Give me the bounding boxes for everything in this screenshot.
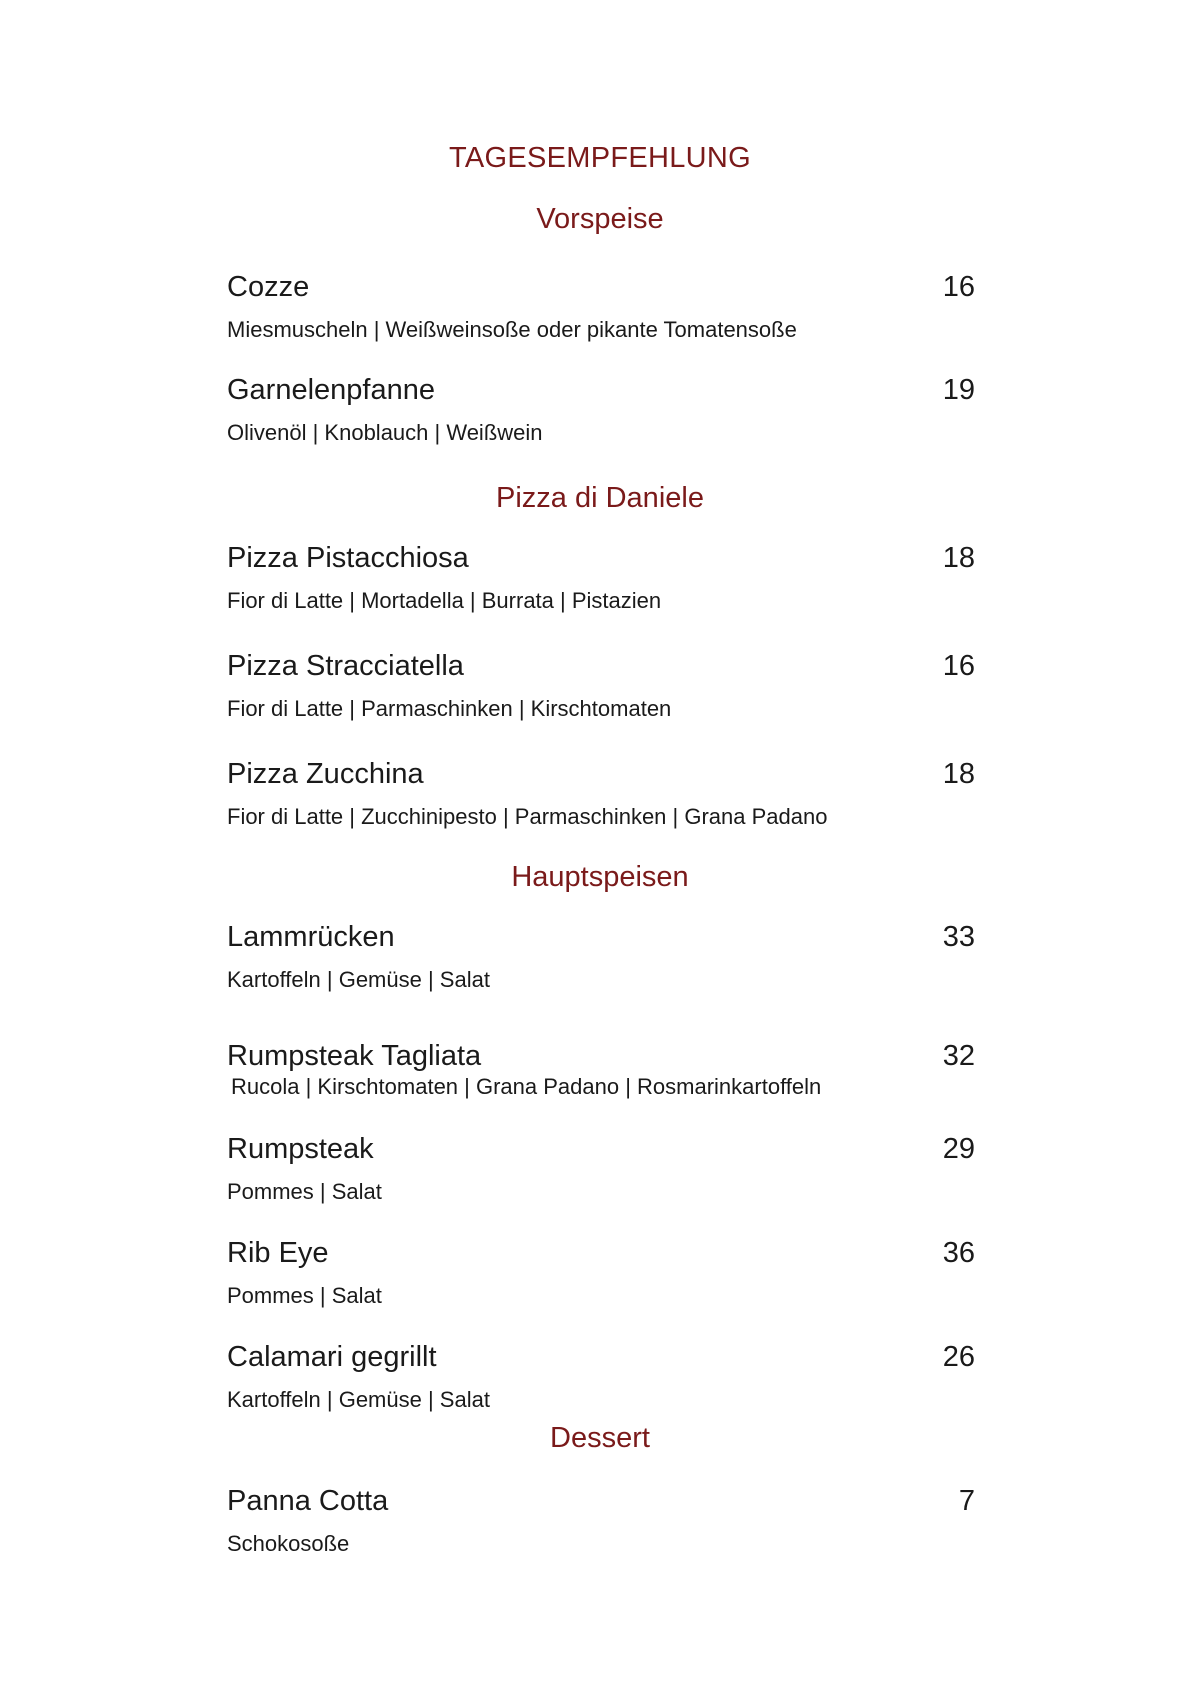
menu-item-garnelenpfanne bbox=[227, 374, 975, 445]
item-name: Cozze bbox=[227, 271, 310, 303]
item-price: 26 bbox=[942, 1341, 975, 1373]
menu-item-rumpsteak bbox=[227, 1133, 975, 1204]
item-description: Fior di Latte | Parmaschinken | Kirschtomaten bbox=[227, 696, 672, 721]
menu-item-lammruecken bbox=[227, 921, 975, 992]
item-name: Calamari gegrillt bbox=[227, 1341, 437, 1373]
item-description: Pommes | Salat bbox=[227, 1179, 382, 1204]
item-description: Olivenöl | Knoblauch | Weißwein bbox=[227, 420, 543, 445]
item-description: Pommes | Salat bbox=[227, 1283, 382, 1308]
item-price: 18 bbox=[942, 758, 975, 790]
item-name: Panna Cotta bbox=[227, 1485, 389, 1517]
item-price: 7 bbox=[958, 1485, 975, 1517]
menu-item-rib-eye bbox=[227, 1237, 975, 1308]
item-name: Lammrücken bbox=[227, 921, 395, 953]
section-title-dessert: Dessert bbox=[550, 1422, 650, 1454]
item-name: Rumpsteak bbox=[227, 1133, 374, 1165]
item-description: Kartoffeln | Gemüse | Salat bbox=[227, 1387, 490, 1412]
item-price: 19 bbox=[942, 374, 975, 406]
menu-item-pizza-pistacchiosa bbox=[227, 542, 975, 613]
item-price: 33 bbox=[942, 921, 975, 953]
item-description: Miesmuscheln | Weißweinsoße oder pikante Tomatensoße bbox=[227, 317, 797, 342]
menu-item-pizza-stracciatella bbox=[227, 650, 975, 721]
item-price: 16 bbox=[942, 650, 975, 682]
section-title-vorspeise: Vorspeise bbox=[536, 203, 664, 235]
item-name: Pizza Zucchina bbox=[227, 758, 424, 790]
item-description: Rucola | Kirschtomaten | Grana Padano | Rosmarinkartoffeln bbox=[231, 1074, 822, 1099]
item-price: 29 bbox=[942, 1133, 975, 1165]
item-name: Garnelenpfanne bbox=[227, 374, 435, 406]
item-name: Pizza Pistacchiosa bbox=[227, 542, 469, 574]
item-name: Pizza Stracciatella bbox=[227, 650, 464, 682]
item-price: 18 bbox=[942, 542, 975, 574]
item-price: 16 bbox=[942, 271, 975, 303]
item-price: 36 bbox=[942, 1237, 975, 1269]
section-title-hauptspeisen: Hauptspeisen bbox=[511, 861, 689, 893]
menu-item-calamari bbox=[227, 1341, 975, 1412]
item-name: Rumpsteak Tagliata bbox=[227, 1040, 482, 1072]
menu-item-rumpsteak-tagliata bbox=[227, 1040, 975, 1099]
menu-item-cozze bbox=[227, 271, 975, 342]
item-price: 32 bbox=[942, 1040, 975, 1072]
item-description: Fior di Latte | Zucchinipesto | Parmaschinken | Grana Padano bbox=[227, 804, 828, 829]
item-description: Fior di Latte | Mortadella | Burrata | Pistazien bbox=[227, 588, 662, 613]
menu-item-pizza-zucchina bbox=[227, 758, 975, 829]
section-title-pizza: Pizza di Daniele bbox=[496, 482, 704, 514]
item-description: Schokosoße bbox=[227, 1531, 350, 1556]
item-name: Rib Eye bbox=[227, 1237, 329, 1269]
item-description: Kartoffeln | Gemüse | Salat bbox=[227, 967, 490, 992]
menu-item-panna-cotta bbox=[227, 1485, 975, 1556]
menu-title: TAGESEMPFEHLUNG bbox=[448, 142, 752, 174]
